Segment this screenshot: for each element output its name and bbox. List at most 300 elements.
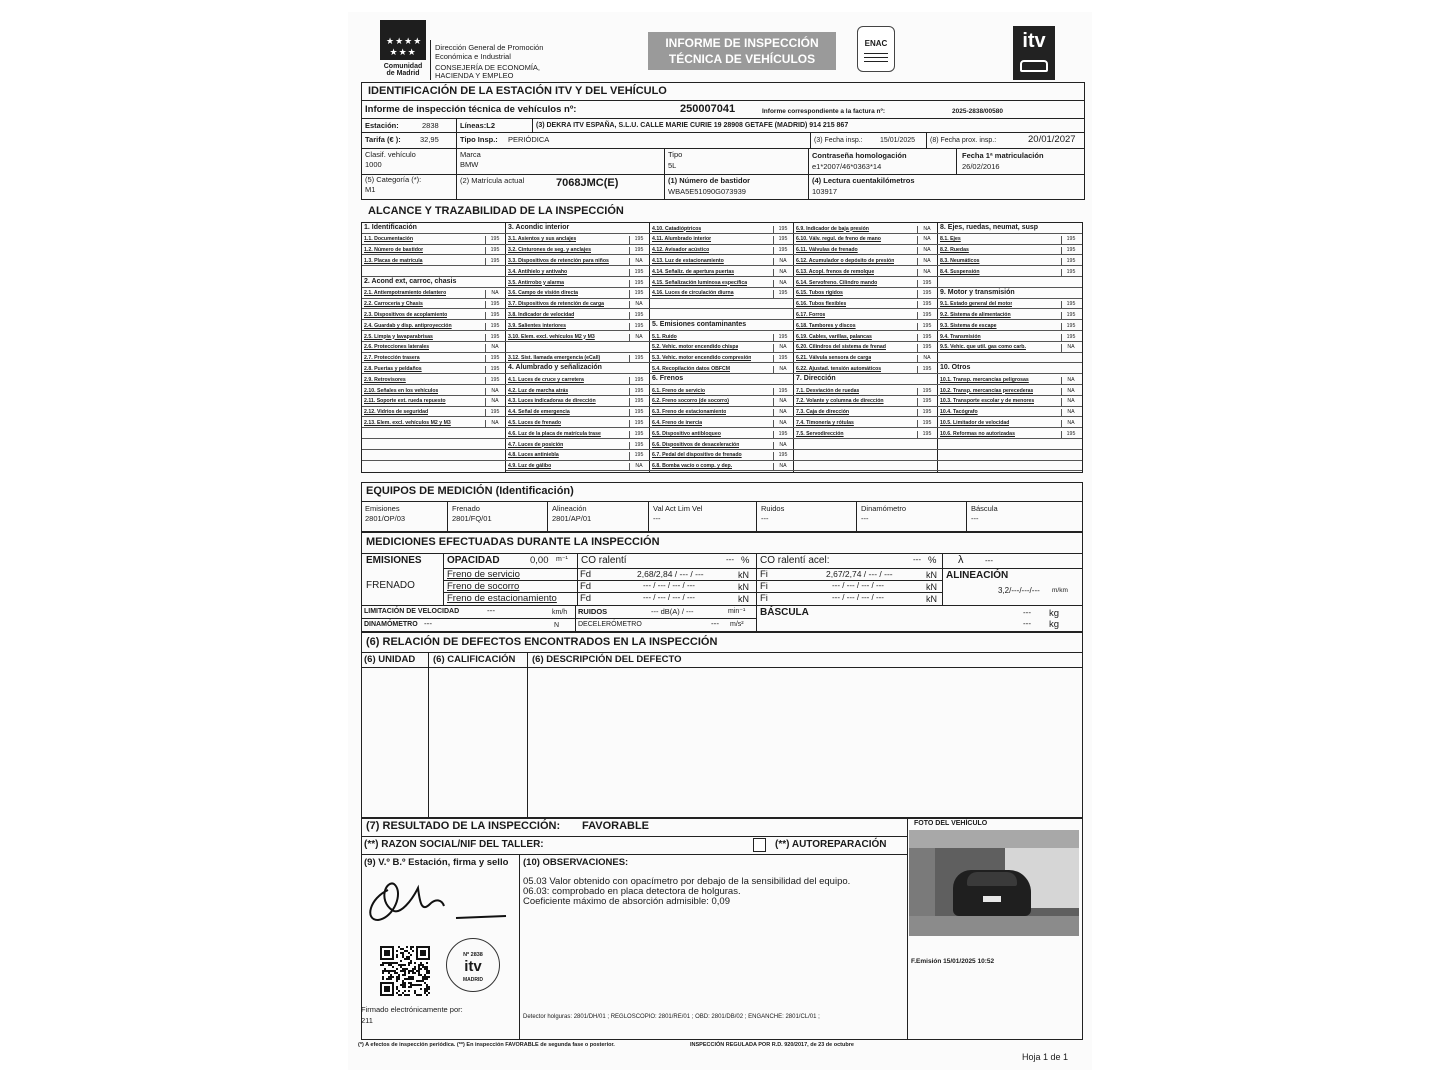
- qr-module: [388, 972, 390, 974]
- scope-item-label: 3.10. Elem. excl. vehículos M2 y M3: [508, 333, 595, 340]
- observations-label: (10) OBSERVACIONES:: [523, 857, 629, 868]
- first-registration-value: 26/02/2016: [962, 162, 1000, 171]
- qr-module: [400, 984, 402, 986]
- scope-item-label: 3.6. Campo de visión directa: [508, 290, 579, 297]
- scope-item: [794, 396, 938, 407]
- qr-module: [412, 972, 414, 974]
- scope-item: [362, 245, 506, 256]
- qr-module: [418, 972, 420, 974]
- scope-item-status: 195: [773, 226, 792, 234]
- scope-item: [362, 407, 506, 418]
- scope-item: [362, 385, 506, 396]
- scope-item: [938, 245, 1082, 256]
- qr-module: [404, 990, 406, 992]
- scope-item: [650, 417, 794, 428]
- scope-item-label: 2.7. Protección trasera: [364, 355, 420, 362]
- equipment-label: Frenado: [452, 504, 480, 513]
- qr-module: [420, 964, 422, 966]
- parking-brake-label: Freno de estacionamiento: [447, 593, 557, 604]
- scope-item-label: 6.1. Freno de servicio: [652, 387, 706, 394]
- qr-module: [426, 966, 428, 968]
- qr-finder: [384, 986, 390, 992]
- scope-item: [506, 234, 650, 245]
- qr-module: [418, 966, 420, 968]
- photo-floor: [909, 916, 1079, 936]
- station-label: Estación:: [365, 121, 399, 130]
- qr-module: [382, 976, 384, 978]
- scope-item-status: NA: [917, 247, 936, 255]
- scope-item: [938, 331, 1082, 342]
- observation-line-1: 05.03 Valor obtenido con opacímetro por debajo de la sensibilidad del equipo.: [523, 876, 851, 887]
- scope-empty-row: [650, 299, 794, 310]
- qr-module: [402, 952, 404, 954]
- report-number-label: Informe de inspección técnica de vehículos nº:: [365, 104, 577, 115]
- scope-item-label: 5.2. Vehic. motor encendido chispa: [652, 344, 739, 351]
- qr-module: [402, 982, 404, 984]
- co-idle-label: CO ralentí: [581, 555, 627, 566]
- scope-empty-row: [938, 353, 1082, 364]
- scope-item-label: 4.14. Señaliz. de apertura puertas: [652, 268, 735, 275]
- qr-module: [402, 974, 404, 976]
- dynamometer-value: ---: [424, 619, 432, 628]
- scale-unit-1: kg: [1049, 608, 1060, 619]
- qr-module: [408, 970, 410, 972]
- qr-module: [412, 950, 414, 952]
- stamp-city: MADRID: [463, 977, 483, 983]
- scope-empty-row: [938, 461, 1082, 472]
- signature-stroke-2: [456, 916, 506, 918]
- scope-item-status: 195: [629, 388, 648, 396]
- scope-group-header: [794, 374, 938, 385]
- scope-item: [650, 439, 794, 450]
- scope-item-status: 195: [773, 355, 792, 363]
- scope-item-label: 6.17. Forros: [796, 311, 826, 318]
- scope-item-status: 195: [629, 398, 648, 406]
- itv-logo: [1013, 26, 1055, 80]
- scope-item-label: 3.8. Indicador de velocidad: [508, 311, 575, 318]
- qr-module: [396, 954, 398, 956]
- equipment-value: 2801/FQ/01: [452, 514, 492, 523]
- scope-item-label: 4.1. Luces de cruce y carretera: [508, 376, 584, 383]
- scope-item: [506, 277, 650, 288]
- scope-item-status: NA: [1061, 420, 1080, 428]
- scope-item-status: 195: [917, 388, 936, 396]
- scope-item: [506, 461, 650, 472]
- scope-item: [362, 363, 506, 374]
- scope-group-header: [650, 320, 794, 331]
- footer-note: (*) A efectos de inspección periódica. (**) En inspección FAVORABLE de segunda fase o posterior.: [358, 1042, 615, 1048]
- qr-module: [390, 974, 392, 976]
- qr-module: [402, 986, 404, 988]
- equipment-label: Alineación: [552, 504, 587, 513]
- scope-item-status: NA: [485, 344, 504, 352]
- scope-item: [362, 299, 506, 310]
- qr-module: [414, 972, 416, 974]
- qr-module: [420, 980, 422, 982]
- qr-module: [398, 974, 400, 976]
- report-number: 250007041: [680, 103, 736, 115]
- scope-item-status: 195: [629, 355, 648, 363]
- scope-item: [794, 277, 938, 288]
- qr-module: [424, 982, 426, 984]
- scope-item-label: 4.13. Luz de estacionamiento: [652, 257, 724, 264]
- scope-item: [650, 450, 794, 461]
- scope-item-label: 6.9. Indicador de baja presión: [796, 225, 869, 232]
- qr-module: [400, 960, 402, 962]
- qr-module: [390, 962, 392, 964]
- scope-group-label: 10. Otros: [940, 364, 971, 372]
- scope-item: [650, 396, 794, 407]
- scope-item: [650, 353, 794, 364]
- qr-module: [392, 962, 394, 964]
- scope-item-status: 195: [917, 301, 936, 309]
- station-value: 2838: [422, 121, 439, 130]
- scope-item-status: NA: [629, 258, 648, 266]
- scope-item-label: 1.3. Placas de matrícula: [364, 257, 423, 264]
- scope-item-status: NA: [1061, 388, 1080, 396]
- qr-module: [392, 966, 394, 968]
- qr-module: [426, 976, 428, 978]
- equipment-value: ---: [761, 514, 769, 523]
- scope-item-label: 3.1. Asientos y sus anclajes: [508, 236, 577, 243]
- scope-item-label: 5.3. Vehic. motor encendido compresión: [652, 355, 752, 362]
- scope-item-status: 195: [773, 388, 792, 396]
- scope-column: [506, 223, 650, 472]
- odometer-value: 103917: [812, 187, 838, 196]
- scope-item-status: 195: [1061, 431, 1080, 439]
- scope-item-status: 195: [917, 334, 936, 342]
- qr-module: [382, 972, 384, 974]
- co-idle-value: ---: [726, 555, 734, 564]
- scope-item-label: 10.1. Transp. mercancías peligrosas: [940, 376, 1029, 383]
- scope-column: [362, 223, 506, 472]
- qr-module: [388, 970, 390, 972]
- signed-by-value: 211: [361, 1016, 373, 1025]
- qr-module: [388, 962, 390, 964]
- emergency-fd-value: --- / --- / --- / ---: [643, 581, 695, 590]
- scope-empty-row: [362, 439, 506, 450]
- qr-module: [410, 984, 412, 986]
- scope-item: [794, 353, 938, 364]
- category-value: M1: [365, 185, 376, 194]
- scope-item: [794, 245, 938, 256]
- inspection-date-value: 15/01/2025: [880, 137, 916, 144]
- qr-module: [424, 974, 426, 976]
- qr-module: [424, 988, 426, 990]
- scope-item-status: 195: [917, 431, 936, 439]
- qr-module: [402, 948, 404, 950]
- scope-item: [506, 353, 650, 364]
- scope-item-label: 2.6. Protecciones laterales: [364, 344, 430, 351]
- qr-module: [420, 968, 422, 970]
- scope-item-status: NA: [917, 226, 936, 234]
- tariff-value: 32,95: [420, 135, 439, 144]
- scope-item: [794, 417, 938, 428]
- equipment-value: 2801/AP/01: [552, 514, 592, 523]
- qr-module: [428, 988, 430, 990]
- scope-item: [794, 320, 938, 331]
- scope-item-status: NA: [485, 290, 504, 298]
- emergency-fi-label: Fi: [760, 581, 768, 592]
- scope-empty-row: [362, 428, 506, 439]
- qr-module: [404, 978, 406, 980]
- scope-item: [794, 255, 938, 266]
- self-repair-checkbox[interactable]: [753, 838, 766, 852]
- workshop-label: (**) RAZON SOCIAL/NIF DEL TALLER:: [364, 839, 544, 850]
- qr-module: [416, 980, 418, 982]
- scope-item-status: 195: [485, 409, 504, 417]
- scope-item-status: 195: [917, 312, 936, 320]
- scope-item: [506, 331, 650, 342]
- qr-module: [418, 994, 420, 996]
- qr-module: [404, 958, 406, 960]
- qr-module: [402, 970, 404, 972]
- scope-item: [506, 450, 650, 461]
- scope-item-status: 195: [1061, 334, 1080, 342]
- inspection-type-label: Tipo Insp.:: [460, 135, 498, 144]
- noise-value: --- dB(A) / ---: [651, 607, 694, 616]
- scope-item-status: NA: [773, 366, 792, 374]
- vin-value: WBA5E51090G073939: [668, 187, 746, 196]
- equipment-cell: [757, 501, 857, 532]
- qr-module: [408, 972, 410, 974]
- parking-fd-label: Fd: [580, 593, 592, 604]
- scope-group-label: 4. Alumbrado y señalización: [508, 364, 602, 372]
- plate-label: (2) Matrícula actual: [460, 176, 525, 185]
- qr-module: [400, 994, 402, 996]
- scope-item-label: 8.2. Ruedas: [940, 247, 969, 254]
- qr-module: [426, 984, 428, 986]
- qr-module: [418, 984, 420, 986]
- scope-item: [506, 396, 650, 407]
- qr-module: [404, 982, 406, 984]
- scope-item-status: NA: [485, 398, 504, 406]
- scope-item-status: NA: [629, 301, 648, 309]
- type-label: Tipo: [668, 150, 683, 159]
- regulation-note: INSPECCIÓN REGULADA POR R.D. 920/2017, de 23 de octubre: [690, 1042, 854, 1048]
- scope-item-label: 2.1. Antiempotramiento delantero: [364, 290, 447, 297]
- scope-item-label: 4.6. Luz de la placa de matrícula trase: [508, 430, 601, 437]
- scope-item: [794, 266, 938, 277]
- scope-item: [794, 331, 938, 342]
- qr-module: [424, 990, 426, 992]
- qr-module: [396, 980, 398, 982]
- scope-item: [650, 266, 794, 277]
- scope-group-label: 6. Frenos: [652, 375, 684, 383]
- scope-item: [794, 342, 938, 353]
- scope-empty-row: [794, 461, 938, 472]
- qr-module: [386, 978, 388, 980]
- scope-item-status: 195: [917, 280, 936, 288]
- scope-item: [650, 385, 794, 396]
- qr-module: [404, 994, 406, 996]
- scope-group-header: [506, 363, 650, 374]
- scope-item-label: 4.2. Luz de marcha atrás: [508, 387, 569, 394]
- qr-module: [390, 970, 392, 972]
- scope-item: [938, 342, 1082, 353]
- scope-item-status: 195: [485, 312, 504, 320]
- scope-item: [650, 363, 794, 374]
- scope-group-label: 3. Acondic interior: [508, 224, 570, 231]
- scope-item-label: 4.12. Avisador acústico: [652, 247, 710, 254]
- scope-item-label: 8.1. Ejes: [940, 236, 961, 243]
- scope-empty-row: [506, 342, 650, 353]
- scope-item-status: NA: [773, 344, 792, 352]
- scope-item-label: 2.13. Elem. excl. vehículos M2 y M3: [364, 419, 451, 426]
- measurement-devices: Detector holguras: 2801/DH/01 ; REGLOSCOPIO: 2801/RE/01 ; OBD: 2801/DB/02 ; ENGANCHE: 2801/CL/01 ;: [523, 1014, 820, 1020]
- qr-module: [424, 978, 426, 980]
- scope-item-label: 7.4. Timonería y rótulas: [796, 419, 854, 426]
- qr-module: [420, 962, 422, 964]
- noise-label: RUIDOS: [578, 607, 608, 616]
- qr-module: [418, 970, 420, 972]
- scope-group-label: 9. Motor y transmisión: [940, 288, 1015, 296]
- scope-item-label: 4.10. Catadióptricos: [652, 225, 702, 232]
- scope-item-status: 195: [773, 334, 792, 342]
- scope-item: [794, 288, 938, 299]
- qr-module: [396, 968, 398, 970]
- scope-item-status: 195: [1061, 258, 1080, 266]
- parking-fi-label: Fi: [760, 593, 768, 604]
- homologation-value: e1*2007/46*0363*14: [812, 162, 882, 171]
- qr-module: [426, 968, 428, 970]
- scope-item: [362, 288, 506, 299]
- qr-module: [400, 970, 402, 972]
- scope-item-label: 10.4. Tacógrafo: [940, 409, 978, 416]
- scope-item-label: 6.22. Ajustad. tensión automáticos: [796, 365, 882, 372]
- enac-logo: [857, 26, 895, 72]
- qr-module: [428, 972, 430, 974]
- itv-logo-text: itv: [1022, 30, 1046, 52]
- scope-item: [938, 417, 1082, 428]
- scope-item-status: 195: [917, 366, 936, 374]
- scope-item: [650, 461, 794, 472]
- qr-module: [396, 988, 398, 990]
- qr-module: [406, 994, 408, 996]
- parking-fd-unit: kN: [738, 594, 749, 604]
- scope-item-status: 195: [917, 398, 936, 406]
- scope-item: [362, 255, 506, 266]
- scope-item: [938, 396, 1082, 407]
- report-title-box: [648, 32, 836, 70]
- signature-stroke-1: [370, 883, 444, 920]
- qr-module: [388, 976, 390, 978]
- scope-item-status: 195: [629, 269, 648, 277]
- scope-item-status: 195: [917, 323, 936, 331]
- scope-item-status: NA: [629, 334, 648, 342]
- scope-item: [506, 245, 650, 256]
- emissions-label: EMISIONES: [366, 555, 422, 566]
- scope-item-status: 195: [629, 236, 648, 244]
- scope-item-label: 4.15. Señalización luminosa específica: [652, 279, 748, 286]
- scope-item-label: 2.4. Guardab y disp. antiproyección: [364, 322, 452, 329]
- type-value: 5L: [668, 161, 677, 170]
- scope-item-status: 195: [773, 452, 792, 460]
- qr-module: [396, 986, 398, 988]
- qr-module: [416, 984, 418, 986]
- qr-module: [394, 972, 396, 974]
- scope-item-status: 195: [773, 236, 792, 244]
- qr-module: [404, 970, 406, 972]
- scope-empty-row: [650, 309, 794, 320]
- qr-module: [408, 994, 410, 996]
- equipment-label: Emisiones: [365, 504, 400, 513]
- qr-module: [400, 964, 402, 966]
- scope-item-status: 195: [485, 247, 504, 255]
- qr-module: [420, 984, 422, 986]
- scope-item-label: 3.7. Dispositivos de retención de carga: [508, 301, 605, 308]
- scope-item-status: 195: [917, 344, 936, 352]
- scope-empty-row: [794, 450, 938, 461]
- qr-module: [402, 980, 404, 982]
- qr-module: [398, 978, 400, 980]
- qr-module: [402, 956, 404, 958]
- scope-item-label: 1.2. Número de bastidor: [364, 247, 424, 254]
- service-fi-unit: kN: [926, 570, 937, 580]
- scope-item-label: 10.3. Transporte escolar y de menores: [940, 398, 1035, 405]
- qr-module: [408, 990, 410, 992]
- qr-module: [398, 946, 400, 948]
- scope-item: [650, 288, 794, 299]
- scope-item: [794, 385, 938, 396]
- scope-item-label: 6.5. Dispositivo antibloqueo: [652, 430, 721, 437]
- car-icon: [1020, 60, 1048, 72]
- scope-item-label: 7.2. Volante y columna de dirección: [796, 398, 884, 405]
- service-fd-value: 2,68/2,84 / --- / ---: [637, 569, 704, 579]
- qr-module: [408, 978, 410, 980]
- signature-label: (9) V.º B.º Estación, firma y sello: [364, 857, 509, 868]
- braking-label: FRENADO: [366, 580, 415, 591]
- enac-label: ENAC: [864, 39, 888, 48]
- scope-group-header: [506, 223, 650, 234]
- qr-module: [408, 952, 410, 954]
- qr-module: [408, 986, 410, 988]
- scope-item-label: 9.3. Sistema de escape: [940, 322, 997, 329]
- scope-item: [938, 309, 1082, 320]
- scope-column: [938, 223, 1082, 472]
- scope-item: [650, 407, 794, 418]
- scope-item: [794, 223, 938, 234]
- scope-item-status: 195: [1061, 269, 1080, 277]
- inspection-date-label: (3) Fecha insp.:: [814, 137, 863, 144]
- scope-item-label: 2.3. Dispositivos de acoplamiento: [364, 311, 448, 318]
- qr-module: [380, 964, 382, 966]
- qr-module: [398, 994, 400, 996]
- scope-item-label: 6.7. Pedal del dispositivo de frenado: [652, 452, 742, 459]
- scope-item-status: 195: [773, 247, 792, 255]
- station-address: (3) DEKRA ITV ESPAÑA, S.L.U. CALLE MARIE CURIE 19 28908 GETAFE (MADRID) 914 215 867: [536, 122, 849, 129]
- qr-module: [422, 964, 424, 966]
- scope-item-status: 195: [629, 409, 648, 417]
- scope-item: [506, 428, 650, 439]
- qr-module: [422, 966, 424, 968]
- scope-column: [650, 223, 794, 472]
- qr-finder: [420, 950, 426, 956]
- scope-item-label: 6.6. Dispositivos de desaceleración: [652, 441, 740, 448]
- scope-item: [938, 234, 1082, 245]
- parking-fd-value: --- / --- / --- / ---: [643, 593, 695, 602]
- qr-module: [412, 968, 414, 970]
- qr-module: [420, 974, 422, 976]
- scope-item-status: NA: [629, 463, 648, 471]
- qr-module: [384, 970, 386, 972]
- equipment-value: ---: [971, 514, 979, 523]
- scope-item-label: 6.21. Válvula sensora de carga: [796, 355, 872, 362]
- opacity-unit: m⁻¹: [556, 556, 568, 563]
- qr-module: [408, 956, 410, 958]
- next-inspection-label: (8) Fecha prox. insp.:: [930, 137, 997, 144]
- scope-item-label: 6.13. Acopl. frenos de remolque: [796, 268, 875, 275]
